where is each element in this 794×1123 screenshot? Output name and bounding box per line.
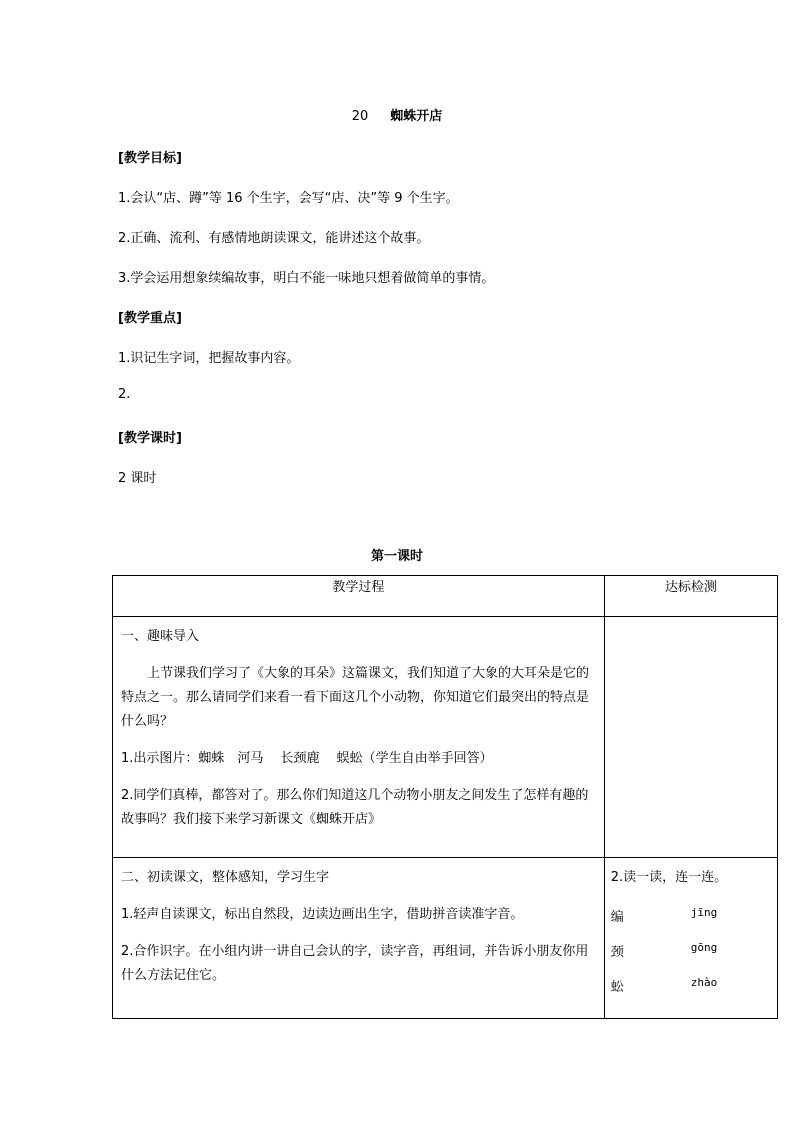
match-pair — [611, 976, 769, 995]
check-title: 2.读一读，连一连。 — [610, 870, 728, 885]
key-point-item-2: 2. — [118, 387, 131, 402]
goals-heading: [教学目标] — [118, 151, 182, 166]
hours-heading: [教学课时] — [118, 431, 182, 446]
match-pair — [611, 941, 769, 960]
match-char: 颈 — [610, 945, 624, 960]
table-row — [113, 617, 778, 858]
hours-value: 2 课时 — [118, 471, 157, 486]
match-pinyin: zhào — [690, 976, 718, 989]
goal-item-2: 2.正确、流利、有感情地朗读课文，能讲述这个故事。 — [118, 231, 430, 246]
intro-item-2: 2.同学们真棒，都答对了。那么你们知道这几个动物小朋友之间发生了怎样有趣的故事吗？我们接下来学习新课文《蜘蛛开店》 — [121, 788, 589, 827]
goal-item-3: 3.学会运用想象续编故事，明白不能一味地只想着做简单的事情。 — [118, 271, 495, 286]
reading-item-2: 2.合作识字。在小组内讲一讲自己会认的字，读字音，再组词，并告诉小朋友你用什么方法记住它。 — [121, 944, 589, 983]
process-cell-reading — [113, 858, 605, 1019]
lesson-name: 蜘蛛开店 — [390, 109, 443, 124]
key-point-item-1: 1.识记生字词，把握故事内容。 — [118, 351, 300, 366]
goal-item-1: 1.会认“店、蹲”等 16 个生字，会写“店、决”等 9 个生字。 — [118, 191, 459, 206]
match-pinyin: jīng — [690, 906, 718, 919]
page-title — [0, 105, 794, 124]
intro-paragraph: 上节课我们学习了《大象的耳朵》这篇课文，我们知道了大象的大耳朵是它的特点之一。那么请同学们来看一看下面这几个小动物，你知道它们最突出的特点是什么吗？ — [121, 666, 590, 729]
check-cell-matching — [604, 858, 777, 1019]
key-points-heading: [教学重点] — [118, 311, 182, 326]
check-cell-empty — [604, 617, 777, 858]
section-heading: 二、初读课文，整体感知，学习生字 — [121, 870, 330, 885]
header-process: 教学过程 — [113, 576, 605, 617]
section-heading: 一、趣味导入 — [121, 629, 200, 644]
match-pair — [611, 906, 769, 925]
lesson-section-title: 第一课时 — [370, 549, 423, 564]
lesson-table — [112, 575, 778, 1019]
match-char: 蚣 — [610, 980, 624, 995]
match-char: 编 — [610, 910, 624, 925]
reading-item-1: 1.轻声自读课文，标出自然段，边读边画出生字，借助拼音读准字音。 — [121, 907, 524, 922]
match-pinyin: gōng — [690, 941, 718, 954]
lesson-number: 20 — [351, 109, 369, 124]
header-check: 达标检测 — [604, 576, 777, 617]
table-header-row — [113, 576, 778, 617]
intro-item-1: 1.出示图片：蜘蛛 河马 长颈鹿 蜈蚣（学生自由举手回答） — [121, 751, 493, 766]
process-cell-intro — [113, 617, 605, 858]
table-row — [113, 858, 778, 1019]
